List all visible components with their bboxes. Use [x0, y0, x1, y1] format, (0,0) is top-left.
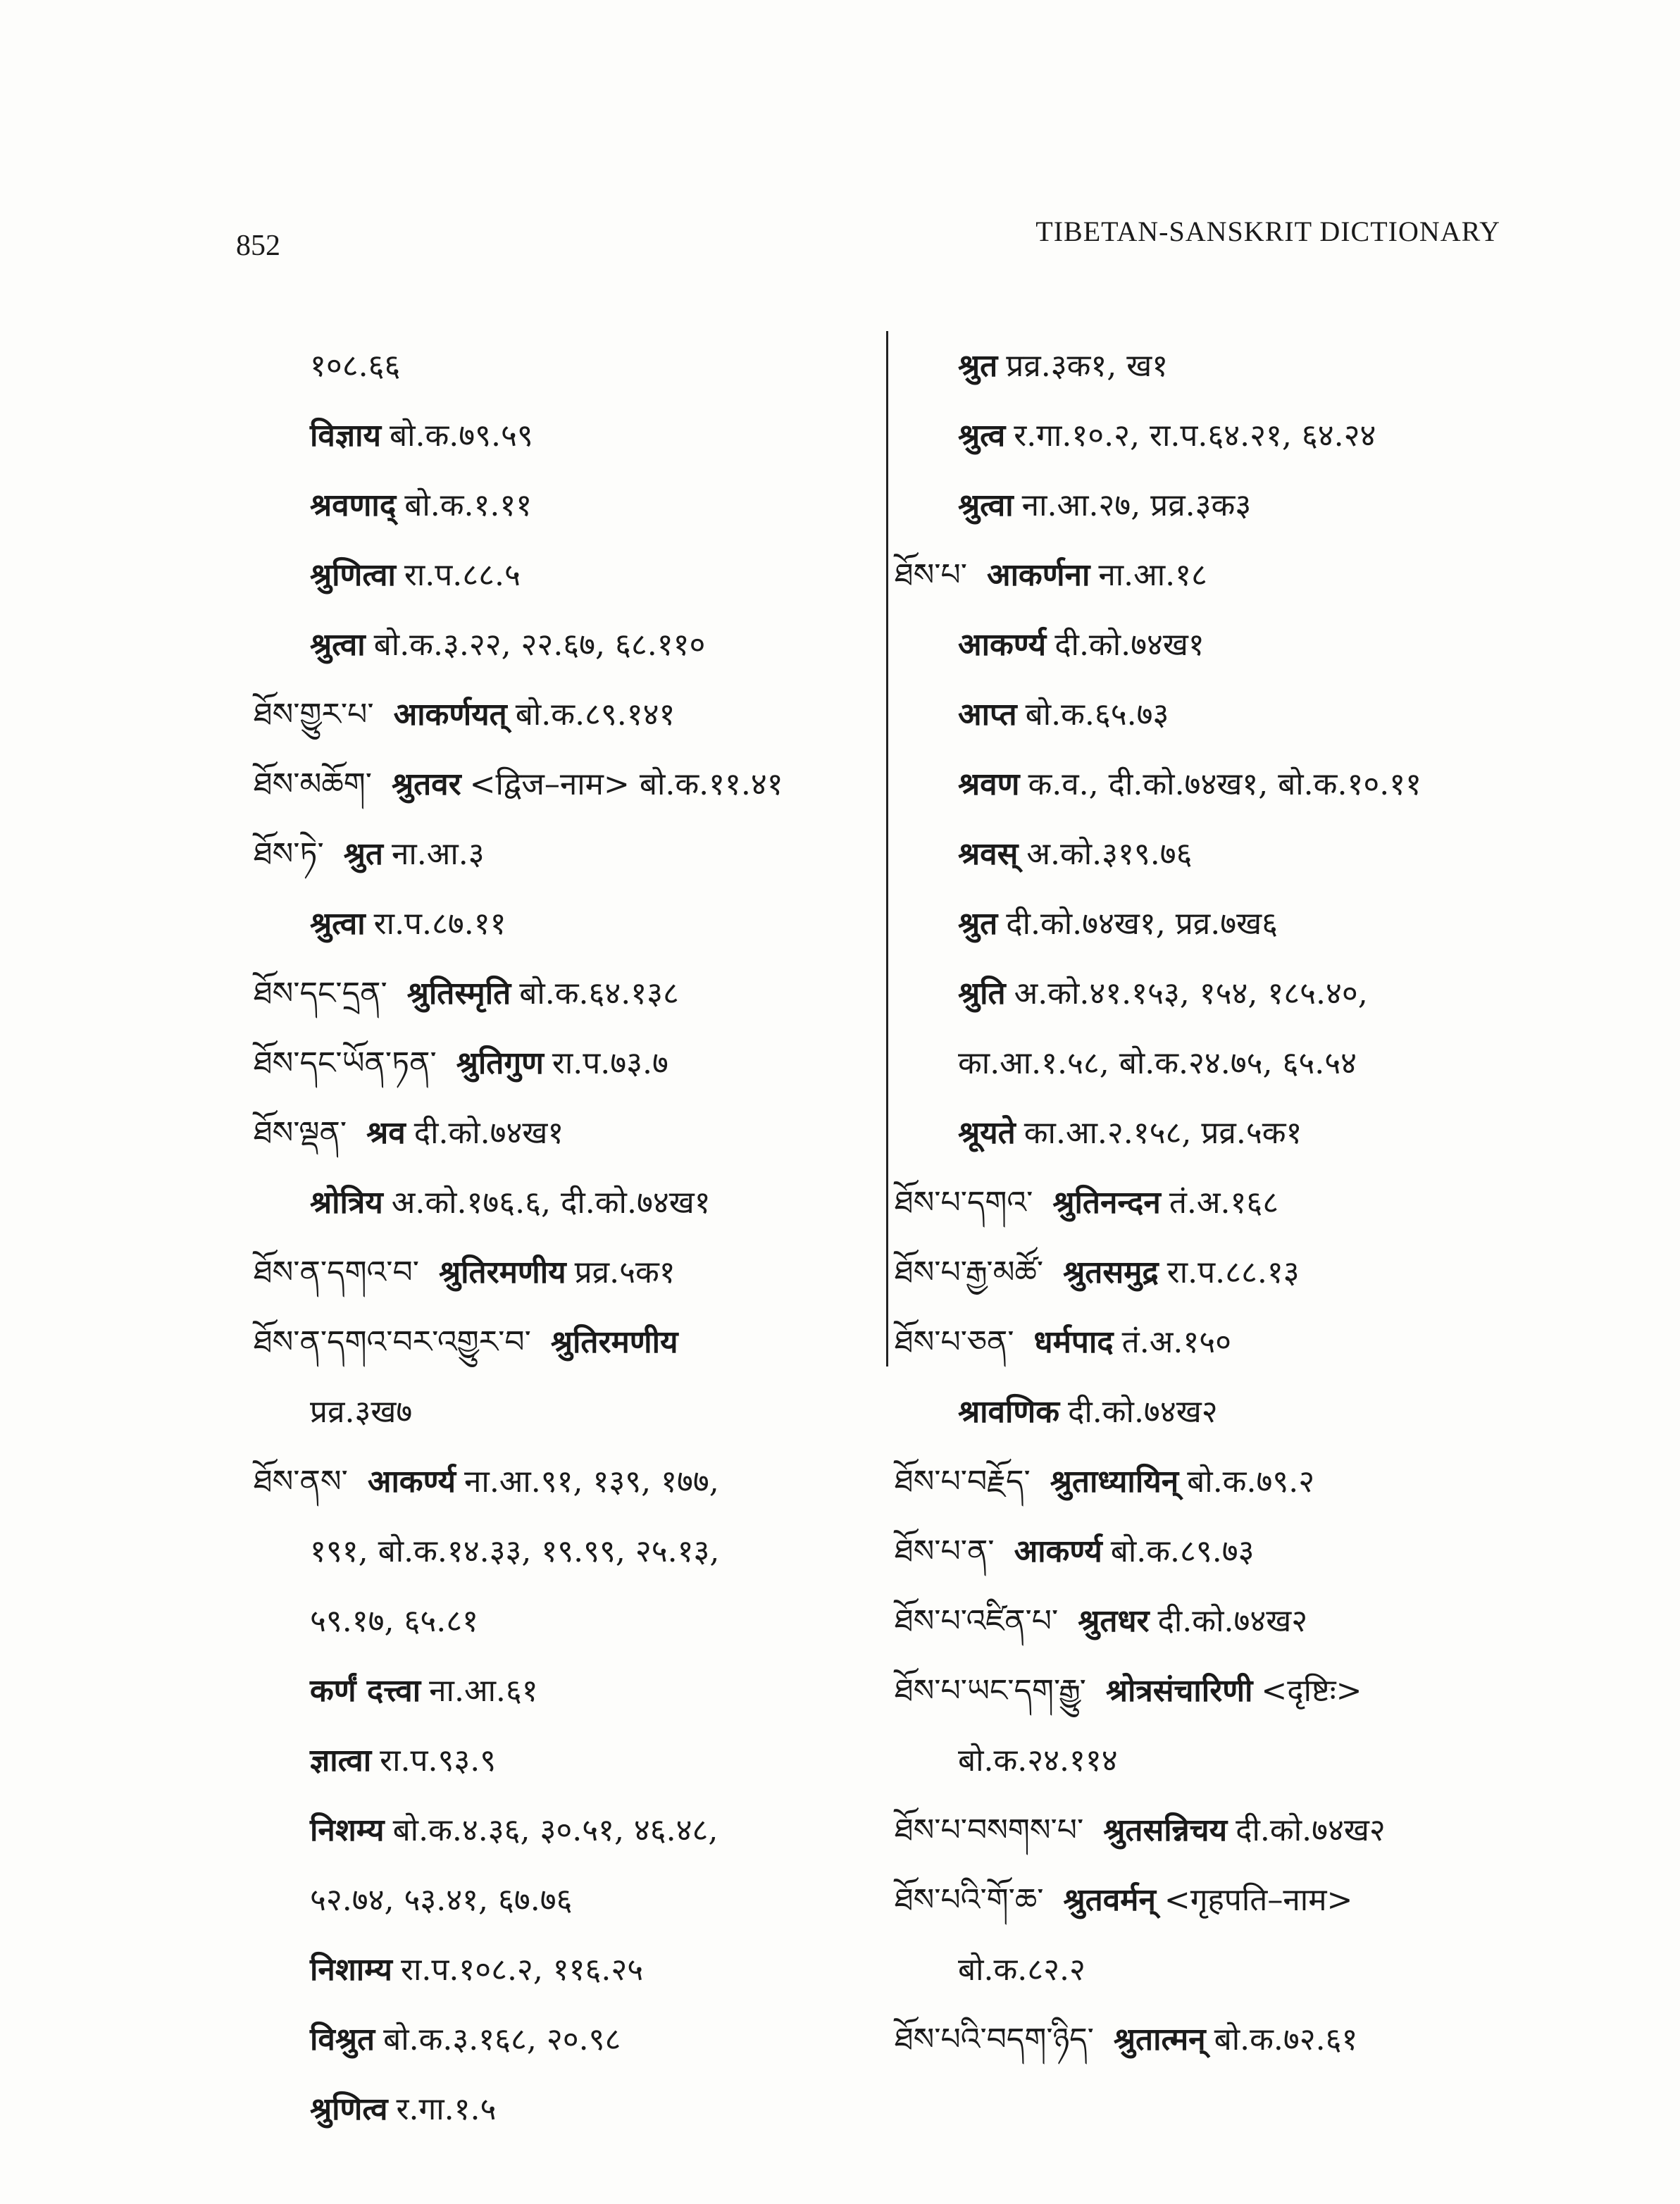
dictionary-entry-line [254, 2074, 852, 2144]
sanskrit-equivalent: श्रुतिरमणीय [438, 1254, 566, 1290]
tibetan-headword: ཐོས་མཆོག་ [254, 766, 372, 802]
source-reference: <दृष्टिः> [1261, 1673, 1362, 1709]
source-reference: ना.आ.९१, १३९, १७७, [464, 1464, 719, 1500]
dictionary-entry-line [895, 819, 1529, 889]
source-reference: अ.को.४१.१५३, १५४, १८५.४०, [1014, 976, 1368, 1011]
source-reference: बो.क.६५.७३ [1025, 697, 1169, 733]
source-reference: बो.क.८९.७३ [1110, 1533, 1255, 1569]
source-reference: बो.क.७९.२ [1187, 1464, 1315, 1500]
source-reference: रा.प.८८.५ [404, 557, 521, 593]
sanskrit-equivalent: श्रुत्वा [310, 906, 366, 942]
right-column [895, 331, 1529, 2074]
sanskrit-equivalent: श्रुतिरमणीय [550, 1324, 678, 1360]
source-reference: अ.को.३१९.७६ [1026, 836, 1193, 872]
sanskrit-equivalent: आप्त [958, 697, 1017, 733]
sanskrit-equivalent: श्रूयते [958, 1115, 1016, 1151]
sanskrit-equivalent: आकर्णयत् [393, 697, 507, 733]
source-reference: प्रव्र.३क१, ख१ [1006, 348, 1169, 384]
sanskrit-equivalent: श्रुणित्व [310, 2091, 388, 2127]
sanskrit-equivalent: श्रुतधर [1078, 1603, 1150, 1639]
sanskrit-equivalent: आकर्ण्य [1014, 1533, 1102, 1569]
source-reference: र.गा.१०.२, रा.प.६४.२१, ६४.२४ [1014, 418, 1376, 454]
source-reference: <द्विज–नाम> बो.क.११.४१ [469, 766, 783, 802]
dictionary-entry-line [895, 749, 1529, 819]
source-reference: बो.क.६४.१३८ [519, 976, 679, 1011]
sanskrit-equivalent: श्रुत्वा [310, 627, 366, 663]
tibetan-headword: ཐོས་ལྡན་ [254, 1115, 347, 1151]
sanskrit-equivalent: श्रव [366, 1115, 406, 1151]
sanskrit-equivalent: श्रवणाद् [310, 487, 397, 523]
dictionary-entry-line [254, 2005, 852, 2074]
source-reference: बो.क.७९.५९ [389, 418, 533, 454]
source-reference: रा.प.८७.११ [373, 906, 506, 942]
sanskrit-equivalent: श्रुत [343, 836, 383, 872]
source-reference: दी.को.७४ख२ [1157, 1603, 1308, 1639]
dictionary-entry-line [254, 540, 852, 610]
tibetan-headword: ཐོས་པ་འཛིན་པ་ [895, 1603, 1059, 1639]
sanskrit-equivalent: धर्मपाद [1033, 1324, 1114, 1360]
tibetan-headword: ཐོས་པ་རྒྱ་མཚོ་ [895, 1254, 1044, 1290]
sanskrit-equivalent: श्रुतवर्मन् [1063, 1882, 1156, 1918]
sanskrit-equivalent: श्रुतिनन्दन [1052, 1185, 1161, 1221]
source-reference: ५९.१७, ६५.८१ [310, 1603, 478, 1639]
dictionary-entry-line [254, 1028, 852, 1098]
tibetan-headword: ཐོས་དང་ཡོན་ཏན་ [254, 1045, 437, 1081]
source-reference: बो.क.३.१६८, २०.९८ [383, 2022, 621, 2057]
source-reference: रा.प.७३.७ [552, 1045, 668, 1081]
dictionary-entry-line [895, 1028, 1529, 1098]
dictionary-entry-line [254, 959, 852, 1028]
dictionary-entry-line [895, 471, 1529, 540]
source-reference: दी.को.७४ख२ [1068, 1394, 1218, 1430]
source-reference: रा.प.१०८.२, ११६.२५ [400, 1952, 644, 1988]
column-divider [886, 331, 888, 1366]
source-reference: १०८.६६ [310, 348, 401, 384]
source-reference: प्रव्र.५क१ [574, 1254, 676, 1290]
sanskrit-equivalent: श्रवस् [958, 836, 1019, 872]
dictionary-entry-line [254, 1586, 852, 1656]
source-reference: दी.को.७४ख२ [1236, 1812, 1386, 1848]
dictionary-entry-line [254, 1795, 852, 1865]
source-reference: तं.अ.१५० [1121, 1324, 1231, 1360]
sanskrit-equivalent: श्रुतिस्मृति [406, 976, 511, 1011]
sanskrit-equivalent: आकर्णना [986, 557, 1090, 593]
source-reference: बो.क.७२.६१ [1214, 2022, 1358, 2057]
dictionary-entry-line [895, 680, 1529, 749]
dictionary-entry-line [254, 680, 852, 749]
sanskrit-equivalent: श्रावणिक [958, 1394, 1060, 1430]
sanskrit-equivalent: श्रवण [958, 766, 1020, 802]
sanskrit-equivalent: श्रुत्वा [958, 487, 1014, 523]
left-column [254, 331, 852, 2144]
tibetan-headword: ཐོས་པའི་གོ་ཆ་ [895, 1882, 1044, 1918]
sanskrit-equivalent: श्रुतवर [391, 766, 461, 802]
dictionary-entry-line [254, 1865, 852, 1935]
sanskrit-equivalent: विज्ञाय [310, 418, 381, 454]
dictionary-entry-line [254, 1168, 852, 1238]
sanskrit-equivalent: श्रुणित्वा [310, 557, 396, 593]
source-reference: का.आ.२.१५८, प्रव्र.५क१ [1023, 1115, 1302, 1151]
sanskrit-equivalent: श्रुतसन्निचय [1103, 1812, 1228, 1848]
dictionary-entry-line [895, 1447, 1529, 1517]
tibetan-headword: ཐོས་པ་ཅན་ [895, 1324, 1014, 1360]
source-reference: ना.आ.२७, प्रव्र.३क३ [1021, 487, 1252, 523]
dictionary-entry-line [254, 331, 852, 401]
dictionary-entry-line [254, 1935, 852, 2005]
tibetan-headword: ཐོས་ནས་ [254, 1464, 348, 1500]
tibetan-headword: ཐོས་པ་ན་ [895, 1533, 995, 1569]
sanskrit-equivalent: श्रुति [958, 976, 1006, 1011]
dictionary-entry-line [895, 540, 1529, 610]
dictionary-entry-line [895, 1586, 1529, 1656]
dictionary-entry-line [254, 1656, 852, 1726]
dictionary-entry-line [254, 1307, 852, 1377]
source-reference: <गृहपति–नाम> [1164, 1882, 1353, 1918]
dictionary-entry-line [895, 1307, 1529, 1377]
dictionary-entry-line [895, 1795, 1529, 1865]
dictionary-entry-line [895, 610, 1529, 680]
source-reference: रा.प.९३.९ [380, 1743, 497, 1779]
sanskrit-equivalent: श्रुत्व [958, 418, 1006, 454]
source-reference: दी.को.७४ख१ [413, 1115, 564, 1151]
tibetan-headword: ཐོས་པའི་བདག་ཉིད་ [895, 2022, 1094, 2057]
tibetan-headword: ཐོས་ན་དགའ་བ་ [254, 1254, 419, 1290]
tibetan-headword: ཐོས་ན་དགའ་བར་འགྱུར་བ་ [254, 1324, 531, 1360]
dictionary-entry-line [254, 1098, 852, 1168]
source-reference: अ.को.१७६.६, दी.को.७४ख१ [391, 1185, 711, 1221]
dictionary-entry-line [895, 1935, 1529, 2005]
sanskrit-equivalent: श्रोत्रिय [310, 1185, 383, 1221]
source-reference: प्रव्र.३ख७ [310, 1394, 413, 1430]
dictionary-entry-line [895, 959, 1529, 1028]
dictionary-entry-line [895, 1238, 1529, 1307]
tibetan-headword: ཐོས་དང་དྲན་ [254, 976, 387, 1011]
tibetan-headword: ཐོས་པ་བསགས་པ་ [895, 1812, 1084, 1848]
source-reference: दी.को.७४ख१, प्रव्र.७ख६ [1006, 906, 1278, 942]
dictionary-entry-line [895, 1865, 1529, 1935]
dictionary-entry-line [895, 2005, 1529, 2074]
source-reference: ना.आ.३ [391, 836, 485, 872]
sanskrit-equivalent: श्रोत्रसंचारिणी [1105, 1673, 1253, 1709]
dictionary-entry-line [254, 1726, 852, 1795]
sanskrit-equivalent: कर्णं दत्त्वा [310, 1673, 421, 1709]
source-reference: ५२.७४, ५३.४१, ६७.७६ [310, 1882, 573, 1918]
dictionary-entry-line [895, 1656, 1529, 1726]
dictionary-entry-line [254, 401, 852, 471]
source-reference: दी.को.७४ख१ [1054, 627, 1205, 663]
dictionary-entry-line [254, 819, 852, 889]
dictionary-entry-line [254, 1238, 852, 1307]
source-reference: रा.प.८८.१३ [1166, 1254, 1300, 1290]
dictionary-entry-line [254, 610, 852, 680]
sanskrit-equivalent: निशाम्य [310, 1952, 392, 1988]
tibetan-headword: ཐོས་པ་བརྗོད་ [895, 1464, 1031, 1500]
source-reference: क.व., दी.को.७४ख१, बो.क.१०.११ [1028, 766, 1421, 802]
dictionary-entry-line [895, 331, 1529, 401]
dictionary-entry-line [254, 1377, 852, 1447]
sanskrit-equivalent: आकर्ण्य [958, 627, 1047, 663]
tibetan-headword: ཐོས་པ་ཡང་དག་རྒྱུ་ [895, 1673, 1086, 1709]
sanskrit-equivalent: निशम्य [310, 1812, 385, 1848]
sanskrit-equivalent: श्रुत [958, 348, 998, 384]
source-reference: का.आ.१.५८, बो.क.२४.७५, ६५.५४ [958, 1045, 1357, 1081]
tibetan-headword: ཐོས་པ་དགའ་ [895, 1185, 1033, 1221]
sanskrit-equivalent: श्रुतात्मन् [1113, 2022, 1206, 2057]
tibetan-headword: ཐོས་པ་ [895, 557, 967, 593]
page-number: 852 [236, 230, 280, 262]
source-reference: बो.क.८२.२ [958, 1952, 1085, 1988]
tibetan-headword: ཐོས་ཏེ་ [254, 836, 324, 872]
sanskrit-equivalent: ज्ञात्वा [310, 1743, 372, 1779]
dictionary-entry-line [254, 471, 852, 540]
source-reference: बो.क.८९.१४१ [515, 697, 676, 733]
source-reference: ना.आ.१८ [1098, 557, 1207, 593]
source-reference: बो.क.३.२२, २२.६७, ६८.११० [373, 627, 706, 663]
source-reference: बो.क.१.११ [404, 487, 533, 523]
dictionary-entry-line [254, 1517, 852, 1586]
source-reference: बो.क.४.३६, ३०.५१, ४६.४८, [392, 1812, 718, 1848]
source-reference: १९१, बो.क.१४.३३, १९.९९, २५.१३, [310, 1533, 720, 1569]
source-reference: बो.क.२४.११४ [958, 1743, 1118, 1779]
source-reference: र.गा.१.५ [396, 2091, 497, 2127]
running-head: TIBETAN-SANSKRIT DICTIONARY [1035, 216, 1500, 247]
dictionary-entry-line [895, 1726, 1529, 1795]
dictionary-entry-line [895, 1377, 1529, 1447]
dictionary-entry-line [254, 1447, 852, 1517]
dictionary-entry-line [254, 889, 852, 959]
dictionary-entry-line [895, 401, 1529, 471]
sanskrit-equivalent: आकर्ण्य [367, 1464, 456, 1500]
tibetan-headword: ཐོས་གྱུར་པ་ [254, 697, 374, 733]
dictionary-entry-line [895, 1098, 1529, 1168]
source-reference: ना.आ.६१ [429, 1673, 538, 1709]
dictionary-entry-line [895, 1517, 1529, 1586]
dictionary-entry-line [895, 1168, 1529, 1238]
dictionary-entry-line [254, 749, 852, 819]
sanskrit-equivalent: श्रुत [958, 906, 998, 942]
dictionary-entry-line [895, 889, 1529, 959]
sanskrit-equivalent: श्रुतसमुद्र [1063, 1254, 1159, 1290]
sanskrit-equivalent: श्रुताध्यायिन् [1050, 1464, 1179, 1500]
sanskrit-equivalent: श्रुतिगुण [456, 1045, 544, 1081]
sanskrit-equivalent: विश्रुत [310, 2022, 375, 2057]
source-reference: तं.अ.१६८ [1169, 1185, 1279, 1221]
